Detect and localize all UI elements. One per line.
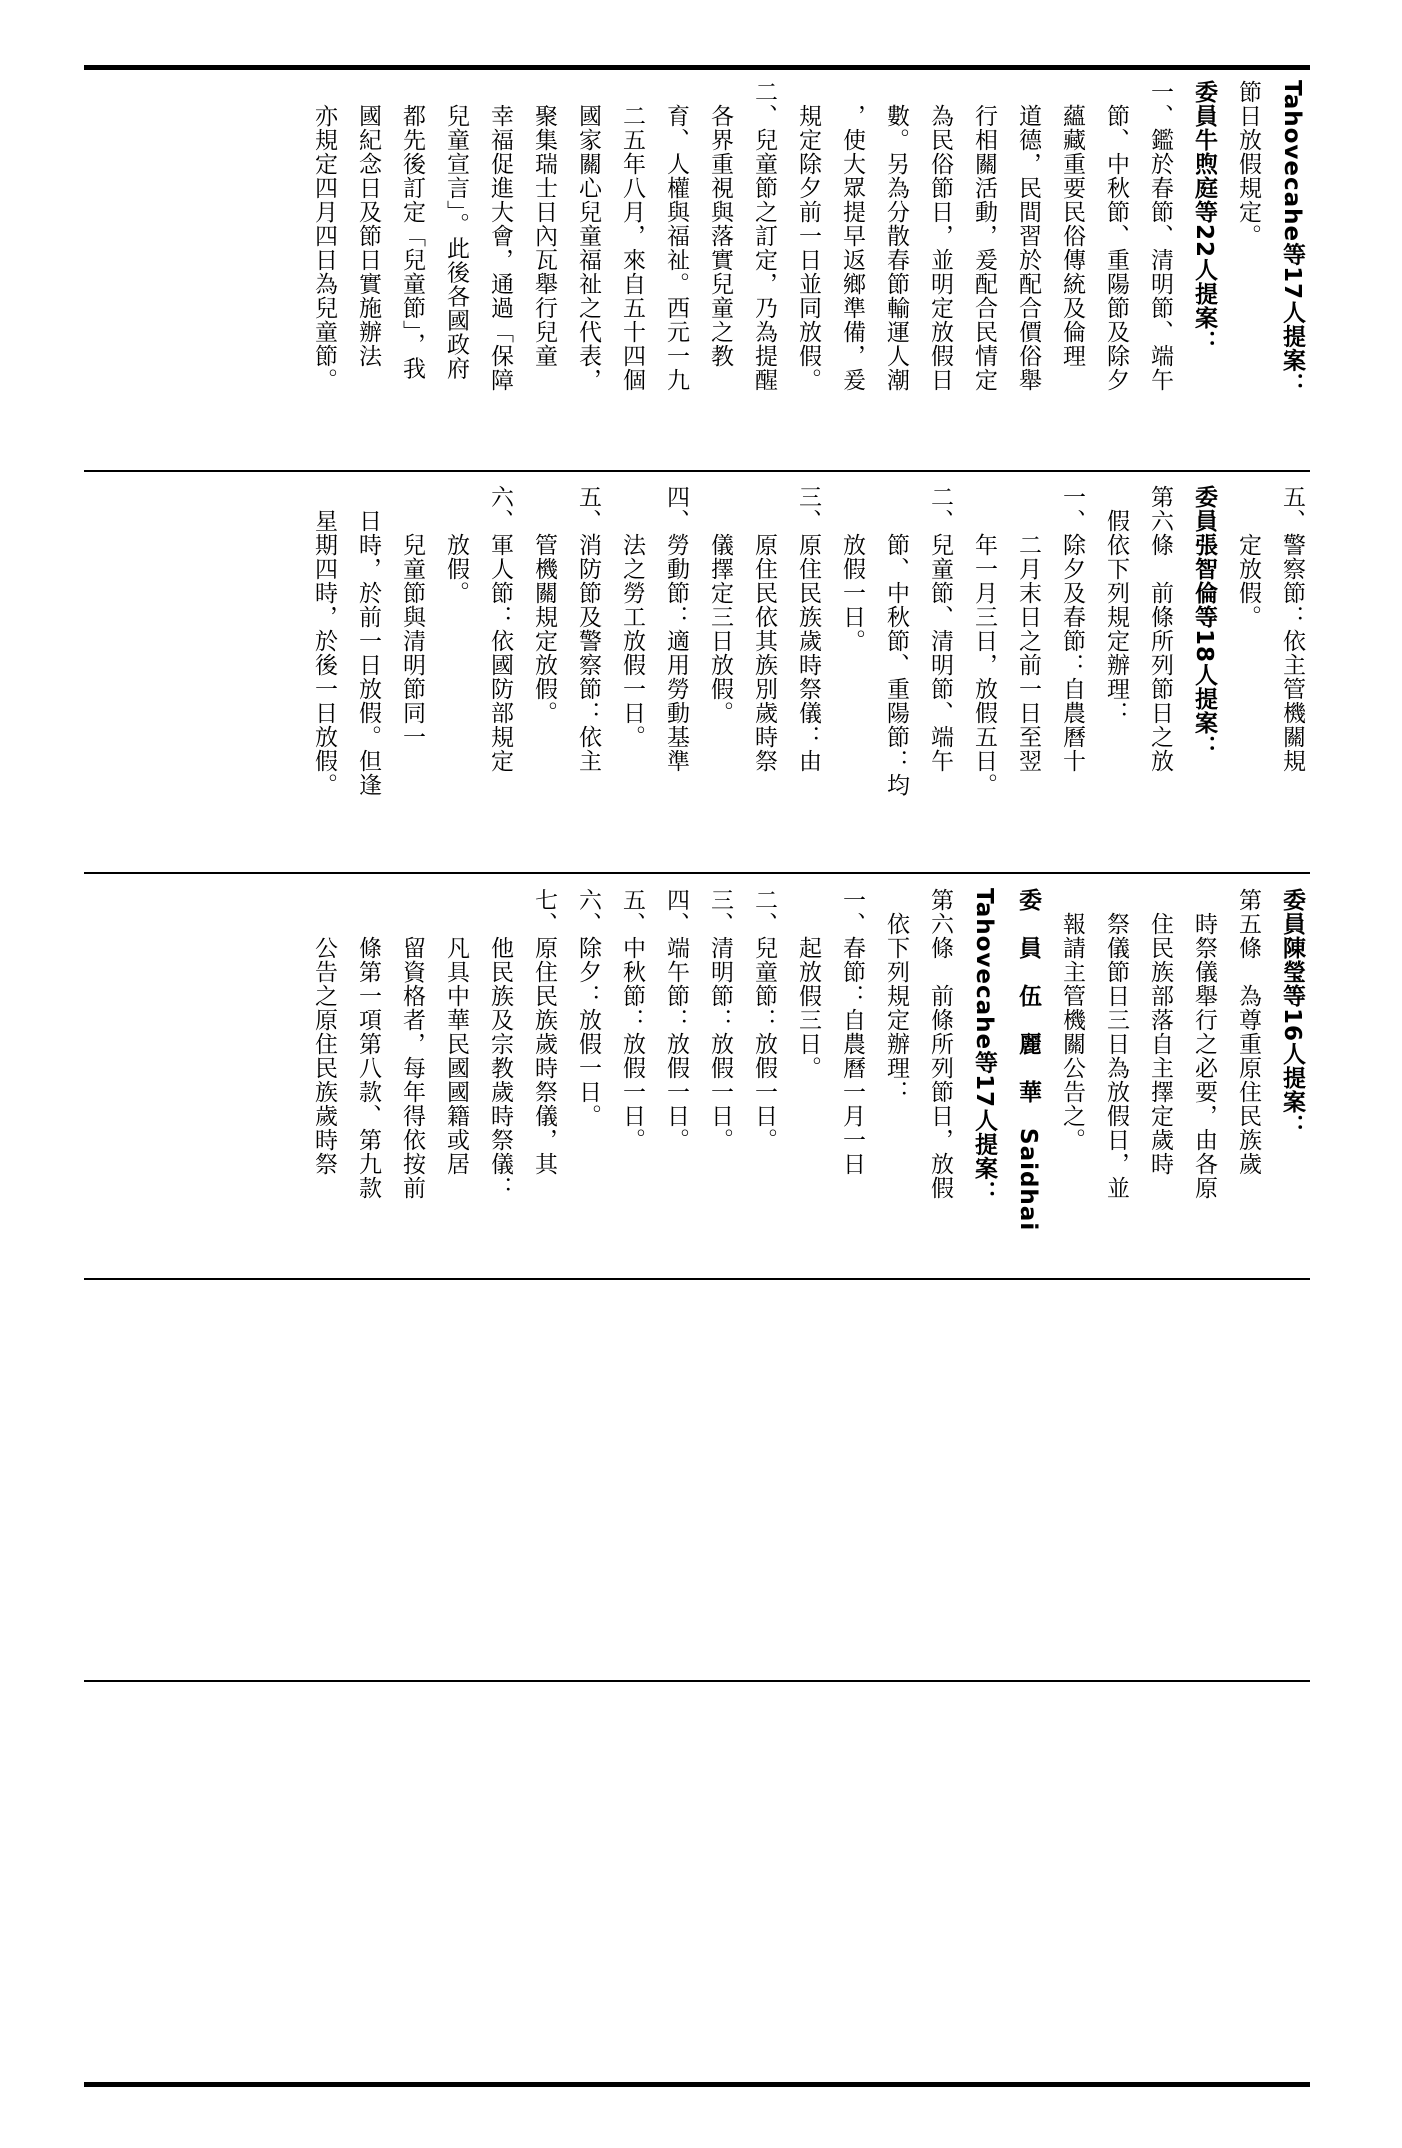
- text-line: 放假一日。: [839, 485, 865, 653]
- column-left: [302, 888, 1314, 1273]
- text-line: 一、春節：自農曆一月一日: [839, 888, 865, 1176]
- text-line: 都先後訂定「兒童節」，我: [399, 80, 425, 381]
- text-line: 國紀念日及節日實施辦法: [355, 80, 381, 368]
- text-line: 住民族部落自主擇定歲時: [1147, 888, 1173, 1176]
- text-line: 節日放假規定。: [1235, 80, 1261, 248]
- text-line: 數。另為分散春節輸運人潮: [883, 80, 909, 392]
- text-line: 國家關心兒童福祉之代表，: [575, 80, 601, 392]
- text-line: 委 員 伍 麗 華 Saidhai: [1015, 888, 1041, 1232]
- text-line: 兒童節與清明節同一: [399, 485, 425, 749]
- text-line: 二、兒童節、清明節、端午: [927, 485, 953, 773]
- column-divider-3: [84, 1278, 1310, 1280]
- text-line: 五、警察節：依主管機關規: [1279, 485, 1305, 773]
- text-line: 二、兒童節之訂定，乃為提醒: [751, 80, 777, 392]
- text-line: ，使大眾提早返鄉準備，爰: [839, 80, 865, 392]
- text-line: 條第一項第八款、第九款: [355, 888, 381, 1200]
- text-line: Tahovecahe等17人提案：: [971, 888, 997, 1205]
- text-line: 規定除夕前一日並同放假。: [795, 80, 821, 392]
- text-line: 委員張智倫等18人提案：: [1191, 485, 1217, 760]
- text-line: 報請主管機關公告之。: [1059, 888, 1085, 1152]
- text-line: 法之勞工放假一日。: [619, 485, 645, 749]
- text-line: 二五年八月，來自五十四個: [619, 80, 645, 392]
- text-line: 起放假三日。: [795, 888, 821, 1080]
- top-rule: [84, 65, 1310, 70]
- text-line: 原住民依其族別歲時祭: [751, 485, 777, 773]
- column-right: [302, 80, 1314, 465]
- text-line: 星期四時，於後一日放假。: [311, 485, 337, 797]
- text-line: 三、原住民族歲時祭儀：由: [795, 485, 821, 773]
- text-line: 儀擇定三日放假。: [707, 485, 733, 725]
- text-line: 五、消防節及警察節：依主: [575, 485, 601, 773]
- text-line: 日時，於前一日放假。但逢: [355, 485, 381, 797]
- text-line: 行相關活動，爰配合民情定: [971, 80, 997, 392]
- text-line: 六、軍人節：依國防部規定: [487, 485, 513, 773]
- text-line: 五、中秋節：放假一日。: [619, 888, 645, 1152]
- text-line: 定放假。: [1235, 485, 1261, 629]
- text-line: 節、中秋節、重陽節：均: [883, 485, 909, 797]
- text-line: 假依下列規定辦理：: [1103, 485, 1129, 725]
- text-line: 時祭儀舉行之必要，由各原: [1191, 888, 1217, 1200]
- text-line: 一、鑑於春節、清明節、端午: [1147, 80, 1173, 392]
- text-line: 幸福促進大會，通過「保障: [487, 80, 513, 392]
- text-line: 第六條 前條所列節日之放: [1147, 485, 1173, 773]
- text-line: 管機關規定放假。: [531, 485, 557, 725]
- text-line: 委員牛煦庭等22人提案：: [1191, 80, 1217, 355]
- text-line: 各界重視與落實兒童之教: [707, 80, 733, 368]
- text-line: 七、原住民族歲時祭儀，其: [531, 888, 557, 1176]
- text-line: 蘊藏重要民俗傳統及倫理: [1059, 80, 1085, 368]
- text-line: 放假。: [443, 485, 469, 605]
- text-line: 六、除夕：放假一日。: [575, 888, 601, 1128]
- text-line: 凡具中華民國國籍或居: [443, 888, 469, 1176]
- text-line: 公告之原住民族歲時祭: [311, 888, 337, 1176]
- text-line: 委員陳瑩等16人提案：: [1279, 888, 1305, 1139]
- column-middle: [302, 485, 1314, 870]
- text-line: 兒童宣言」。此後各國政府: [443, 80, 469, 381]
- text-line: 依下列規定辦理：: [883, 888, 909, 1104]
- bottom-rule: [84, 2082, 1310, 2087]
- text-line: 第五條 為尊重原住民族歲: [1235, 888, 1261, 1176]
- text-line: 育、人權與福祉。西元一九: [663, 80, 689, 392]
- column-divider-1: [84, 470, 1310, 472]
- text-line: 亦規定四月四日為兒童節。: [311, 80, 337, 392]
- column-divider-2: [84, 872, 1310, 874]
- middle-rule: [84, 1680, 1310, 1682]
- text-line: 留資格者，每年得依按前: [399, 888, 425, 1200]
- text-line: 一、除夕及春節：自農曆十: [1059, 485, 1085, 773]
- text-line: 三、清明節：放假一日。: [707, 888, 733, 1152]
- text-line: 節、中秋節、重陽節及除夕: [1103, 80, 1129, 392]
- text-line: 四、勞動節：適用勞動基準: [663, 485, 689, 773]
- text-line: 四、端午節：放假一日。: [663, 888, 689, 1152]
- text-line: 為民俗節日，並明定放假日: [927, 80, 953, 392]
- text-line: 他民族及宗教歲時祭儀：: [487, 888, 513, 1200]
- text-line: 道德，民間習於配合價俗舉: [1015, 80, 1041, 392]
- text-line: 年一月三日，放假五日。: [971, 485, 997, 797]
- text-line: 第六條 前條所列節日，放假: [927, 888, 953, 1200]
- text-line: 二、兒童節：放假一日。: [751, 888, 777, 1152]
- text-line: Tahovecahe等17人提案：: [1279, 80, 1305, 397]
- text-line: 祭儀節日三日為放假日，並: [1103, 888, 1129, 1200]
- text-line: 二月末日之前一日至翌: [1015, 485, 1041, 773]
- text-line: 聚集瑞士日內瓦舉行兒童: [531, 80, 557, 368]
